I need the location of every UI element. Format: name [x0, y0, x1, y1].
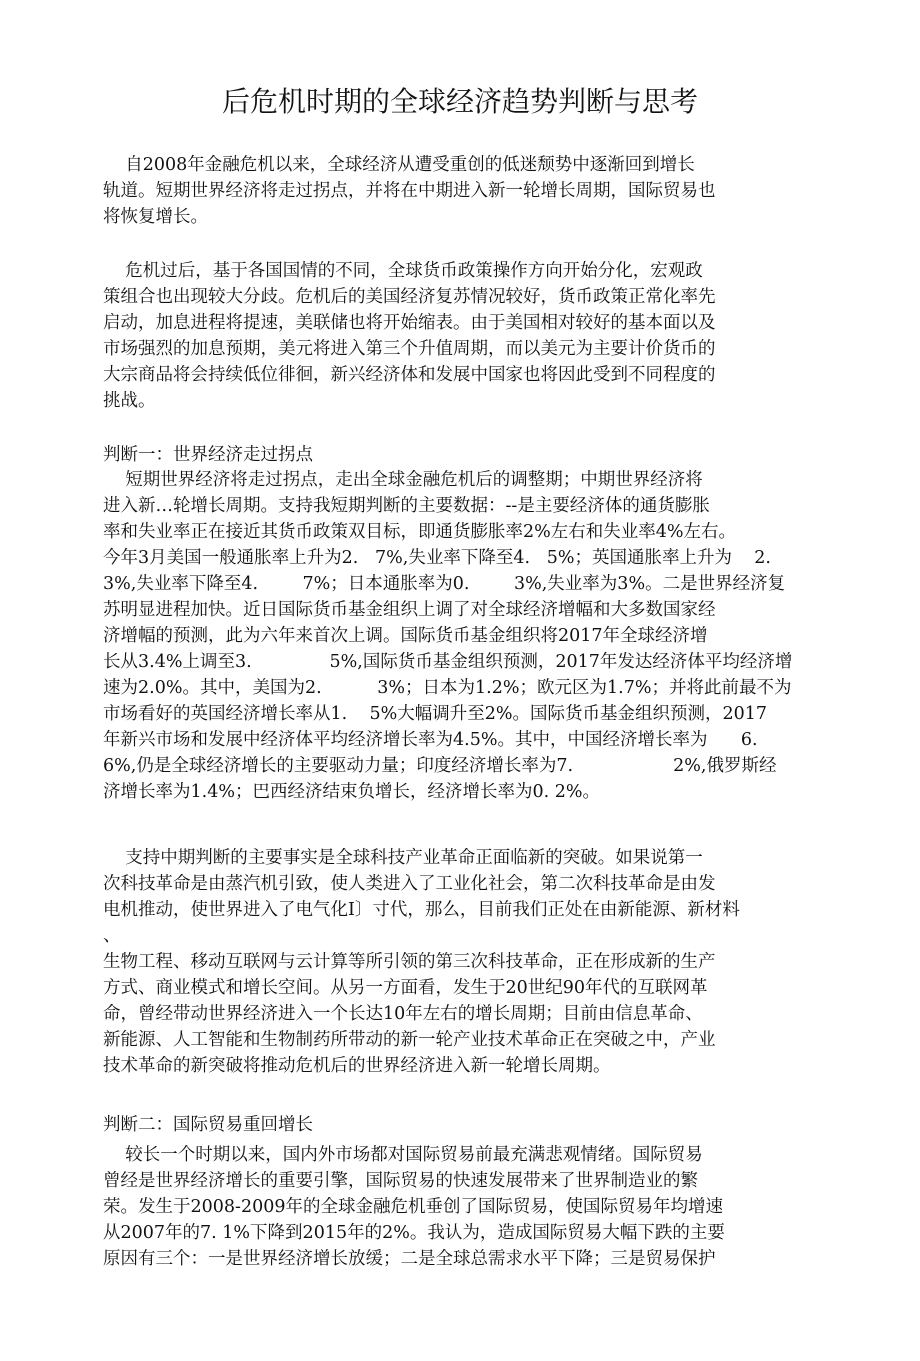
judgment-two-heading: 判断二：国际贸易重回增长: [103, 1115, 313, 1135]
judgment-one-heading: 判断一：世界经济走过拐点: [103, 445, 313, 465]
text-line: 命，曾经带动世界经济进入一个长达10年左右的增长周期；目前由信息革命、: [103, 1004, 703, 1024]
text-line: 较长一个时期以来，国内外市场都对国际贸易前最充满悲观情绪。国际贸易: [103, 1145, 703, 1165]
text-line: 策组合也出现较大分歧。危机后的美国经济复苏情况较好，货币政策正常化率先: [103, 287, 716, 307]
text-line: 方式、商业模式和增长空间。从另一方面看，发生于20世纪90年代的互联网革: [103, 978, 708, 998]
text-line: 大宗商品将会持续低位徘徊，新兴经济体和发展中国家也将因此受到不同程度的: [103, 365, 716, 385]
text-line: 速为2.0%。其中，美国为2. 3%；日本为1.2%；欧元区为1.7%；并将此前最不为: [103, 678, 792, 698]
text-line: 危机过后，基于各国国情的不同，全球货币政策操作方向开始分化，宏观政: [103, 261, 703, 281]
text-line: 济增幅的预测，此为六年来首次上调。国际货币基金组织将2017年全球经济增: [103, 626, 708, 646]
crisis-paragraph: [103, 258, 823, 414]
text-line: 荣。发生于2008-2009年的全球金融危机垂创了国际贸易，使国际贸易年均增速: [103, 1197, 723, 1217]
text-line: 6%,仍是全球经济增长的主要驱动力量；印度经济增长率为7. 2%,俄罗斯经: [103, 756, 777, 776]
text-line: 济增长率为1.4%；巴西经济结束负增长，经济增长率为0. 2%。: [103, 782, 600, 802]
text-line: 年新兴市场和发展中经济体平均经济增长率为4.5%。其中，中国经济增长率为 6.: [103, 730, 758, 750]
text-line: 从2007年的7. 1%下降到2015年的2%。我认为，造成国际贸易大幅下跌的主要: [103, 1223, 725, 1243]
text-line: 市场强烈的加息预期，美元将进入第三个升值周期，而以美元为主要计价货币的: [103, 339, 716, 359]
text-line: 今年3月美国一般通胀率上升为2. 7%,失业率下降至4. 5%；英国通胀率上升为 2.: [103, 548, 771, 568]
text-line: 苏明显进程加快。近日国际货币基金组织上调了对全球经济增幅和大多数国家经: [103, 600, 716, 620]
text-line: 支持中期判断的主要事实是全球科技产业革命正面临新的突破。如果说第一: [103, 848, 703, 868]
text-line: 新能源、人工智能和生物制药所带动的新一轮产业技术革命正在突破之中，产业: [103, 1030, 716, 1050]
judgment-one-paragraph: [103, 467, 823, 805]
text-line: 技术革命的新突破将推动危机后的世界经济进入新一轮增长周期。: [103, 1056, 611, 1076]
text-line: 挑战。: [103, 391, 156, 411]
text-line: 短期世界经济将走过拐点，走出全球金融危机后的调整期；中期世界经济将: [103, 470, 703, 490]
intro-paragraph: [103, 152, 823, 230]
text-line: 市场看好的英国经济增长率从1. 5%大幅调升至2%。国际货币基金组织预测，2017: [103, 704, 768, 724]
document-title: 后危机时期的全球经济趋势判断与思考: [221, 85, 698, 118]
text-line: 、: [103, 926, 121, 946]
text-line: 原因有三个：一是世界经济增长放缓；二是全球总需求水平下降；三是贸易保护: [103, 1249, 716, 1269]
text-line: 电机推动，使世界进入了电气化I〕寸代，那么，目前我们正处在由新能源、新材料: [103, 900, 740, 920]
text-line: 率和失业率正在接近其货币政策双目标，即通货膨胀率2%左右和失业率4%左右。: [103, 522, 737, 542]
midterm-paragraph: [103, 845, 823, 1079]
judgment-two-paragraph: [103, 1142, 823, 1272]
text-line: 轨道。短期世界经济将走过拐点，并将在中期进入新一轮增长周期，国际贸易也: [103, 181, 716, 201]
text-line: 启动，加息进程将提速，美联储也将开始缩表。由于美国相对较好的基本面以及: [103, 313, 716, 333]
text-line: 曾经是世界经济增长的重要引擎，国际贸易的快速发展带来了世界制造业的繁: [103, 1171, 698, 1191]
text-line: 次科技革命是由蒸汽机引致，使人类进入了工业化社会，第二次科技革命是由发: [103, 874, 716, 894]
text-line: 长从3.4%上调至3. 5%,国际货币基金组织预测，2017年发达经济体平均经济增: [103, 652, 793, 672]
text-line: 自2008年金融危机以来，全球经济从遭受重创的低迷颓势中逐渐回到增长: [103, 155, 695, 175]
text-line: 3%,失业率下降至4. 7%；日本通胀率为0. 3%,失业率为3%。二是世界经济复: [103, 574, 786, 594]
text-line: 进入新…轮增长周期。支持我短期判断的主要数据：--是主要经济体的通货膨胀: [103, 496, 710, 516]
text-line: 将恢复增长。: [103, 207, 208, 227]
text-line: 生物工程、移动互联网与云计算等所引领的第三次科技革命，正在形成新的生产: [103, 952, 716, 972]
